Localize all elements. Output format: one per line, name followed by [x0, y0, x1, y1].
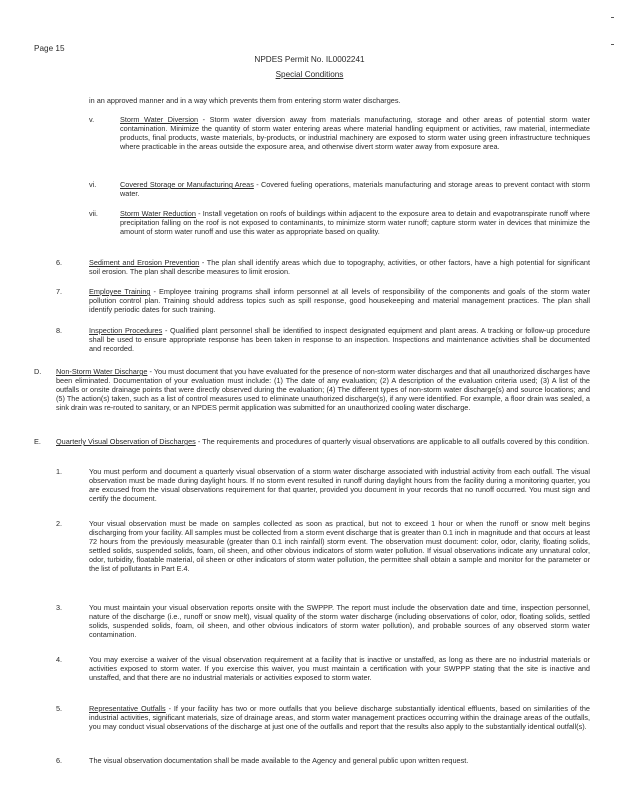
paragraph-body: You must maintain your visual observation reports onsite with the SWPPP. The report must include the observation date and time, inspection personnel, nature of the discharge (i.e., runoff or snow melt), visual quality of the storm water discharge (including observations of color, odor, floating solids, settled solids, suspended solids, foam, oil sheen, and other obvious indicators of storm water pollution), and probable sources of any observed storm water contamination. — [89, 603, 590, 640]
item-marker: 3. — [56, 603, 63, 612]
roman-marker: v. — [89, 115, 95, 124]
paragraph-visual-observation — [89, 467, 590, 503]
paragraph-lead: Covered Storage or Manufacturing Areas — [120, 180, 254, 189]
paragraph-lead: Employee Training — [89, 287, 151, 296]
paragraph-waiver — [89, 655, 590, 682]
scan-edge-mark — [611, 17, 614, 18]
paragraph-lead: Non-Storm Water Discharge — [56, 367, 148, 376]
paragraph-quarterly-visual — [56, 437, 590, 446]
item-marker: 8. — [56, 326, 63, 335]
paragraph-non-storm-water — [56, 367, 590, 412]
roman-marker: vii. — [89, 209, 98, 218]
paragraph-body: - You must document that you have evaluated for the presence of non-storm water discharges and that all unauthorized discharges have been eliminated. Documentation of your evaluation must include: (1) The date of any evaluation; (2) A description of the evaluation criteria used; (3) A list of the outfalls or onsite drainage points that were directly observed during the evaluation; (4) The different types of non-storm water discharge(s) and source locations; and (5) The action(s) taken, such as a list of control measures used to eliminate unauthorized discharge(s), if any were identified. For example, a floor drain was sealed, a sink drain was re-routed to sanitary, or an NPDES permit application was submitted for an unauthorized cooling water discharge. — [56, 367, 590, 413]
paragraph-documentation-availability — [89, 756, 590, 765]
paragraph-inspection-procedures — [89, 326, 590, 353]
paragraph-observation-reports — [89, 603, 590, 639]
paragraph-body: - Employee training programs shall inform personnel at all levels of responsibility of the components and goals of the storm water pollution control plan. Training should address topics such as spill response, good housekeeping and material management practices. The plan shall identify periodic dates for such training. — [89, 287, 590, 315]
paragraph-employee-training — [89, 287, 590, 314]
paragraph-sample-collection — [89, 519, 590, 574]
paragraph-body: - The plan shall identify areas which due to topography, activities, or other factors, have a high potential for significant soil erosion. The plan shall describe measures to limit erosion. — [89, 258, 590, 277]
paragraph-body: - Qualified plant personnel shall be identified to inspect designated equipment and plant areas. A tracking or follow-up procedure shall be used to ensure appropriate response has been taken in response to an inspection. Inspections and maintenance activities shall be documented and recorded. — [89, 326, 591, 354]
item-marker: 6. — [56, 258, 63, 267]
scan-edge-mark — [611, 44, 614, 45]
paragraph-body: - Storm water diversion away from materials manufacturing, storage and other areas of potential storm water contamination. Minimize the quantity of storm water entering areas where material handling equipment or activities, raw material, intermediate products, final products, waste materials, by-products, or industrial machinery are exposed to storm water using green infrastructure techniques where practicable in the areas outside the exposure area, and otherwise divert storm water away from exposure area. — [120, 115, 590, 152]
item-marker: 1. — [56, 467, 63, 476]
paragraph-body: The visual observation documentation shall be made available to the Agency and general public upon written request. — [89, 756, 469, 765]
section-marker: D. — [34, 367, 42, 376]
item-marker: 6. — [56, 756, 63, 765]
paragraph-sediment-erosion — [89, 258, 590, 276]
paragraph-representative-outfalls — [89, 704, 590, 731]
paragraph-lead: Storm Water Reduction — [120, 209, 196, 218]
paragraph-body: You may exercise a waiver of the visual observation requirement at a facility that is inactive or unstaffed, as long as there are no industrial materials or activities exposed to storm water. If you exercise this waiver, you must maintain a certification with your SWPPP stating that the site is inactive and unstaffed, and that there are no industrial materials or activities exposed to storm water. — [89, 655, 590, 683]
paragraph-lead: Inspection Procedures — [89, 326, 163, 335]
paragraph-body: You must perform and document a quarterly visual observation of a storm water discharge associated with industrial activity from each outfall. The visual observation must be made during daylight hours. If no storm event resulted in runoff during daylight hours from the facility during a monitoring quarter, you are excused from the visual observations requirement for that quarter, provided you document in your records that no runoff occurred. You must sign and certify the document. — [89, 467, 590, 504]
paragraph-body: - Install vegetation on roofs of buildings within adjacent to the exposure area to detain and evapotranspirate runoff where precipitation falling on the roof is not exposed to contaminants, to minimize storm water runoff; capture storm water in devices that minimize the amount of storm water runoff and use this water as appropriate based on quality. — [120, 209, 590, 237]
item-marker: 5. — [56, 704, 63, 713]
item-marker: 2. — [56, 519, 63, 528]
paragraph-covered-storage — [120, 180, 590, 198]
paragraph-body: - The requirements and procedures of quarterly visual observations are applicable to all outfalls covered by this condition. — [195, 437, 590, 446]
paragraph-body: Your visual observation must be made on samples collected as soon as practical, but not to exceed 1 hour or when the runoff or snow melt begins discharging from your facility. All samples must be collected from a storm event discharge that is greater than 0.1 inch in magnitude and that occurs at least 72 hours from the previously measurable (greater than 0.1 inch rainfall) storm event. The observation must document: color, odor, clarity, floating solids, settled solids, suspended solids, foam, oil sheen, and other obvious indicators of storm water pollution. If visual observations indicate any unnatural color, odor, turbidity, floatable material, oil sheen or other indicators of storm water pollution, the permittee shall obtain a sample and monitor for the parameter or the list of pollutants in Part E.4. — [89, 519, 590, 574]
page-number: Page 15 — [34, 44, 65, 53]
section-title: Special Conditions — [275, 70, 344, 79]
paragraph-lead: Sediment and Erosion Prevention — [89, 258, 200, 267]
item-marker: 7. — [56, 287, 63, 296]
paragraph-body: - If your facility has two or more outfalls that you believe discharge substantially identical effluents, based on similarities of the industrial activities, significant materials, size of drainage areas, and storm water management practices occurring within the drainage areas of the outfalls, you may conduct visual observations of the discharge at just one of the outfalls and report that the results also apply to the substantially identical outfall(s). — [89, 704, 590, 732]
paragraph-storm-water-reduction — [120, 209, 590, 236]
continuation-text: in an approved manner and in a way which prevents them from entering storm water discharges. — [89, 96, 401, 105]
paragraph-lead: Representative Outfalls — [89, 704, 166, 713]
paragraph-lead: Quarterly Visual Observation of Discharges — [56, 437, 196, 446]
paragraph-body: - Covered fueling operations, materials manufacturing and storage areas to prevent contact with storm water. — [120, 180, 590, 199]
paragraph-storm-water-diversion — [120, 115, 590, 151]
permit-number: NPDES Permit No. IL0002241 — [254, 55, 365, 64]
roman-marker: vi. — [89, 180, 97, 189]
section-marker: E. — [34, 437, 41, 446]
item-marker: 4. — [56, 655, 63, 664]
paragraph-lead: Storm Water Diversion — [120, 115, 199, 124]
